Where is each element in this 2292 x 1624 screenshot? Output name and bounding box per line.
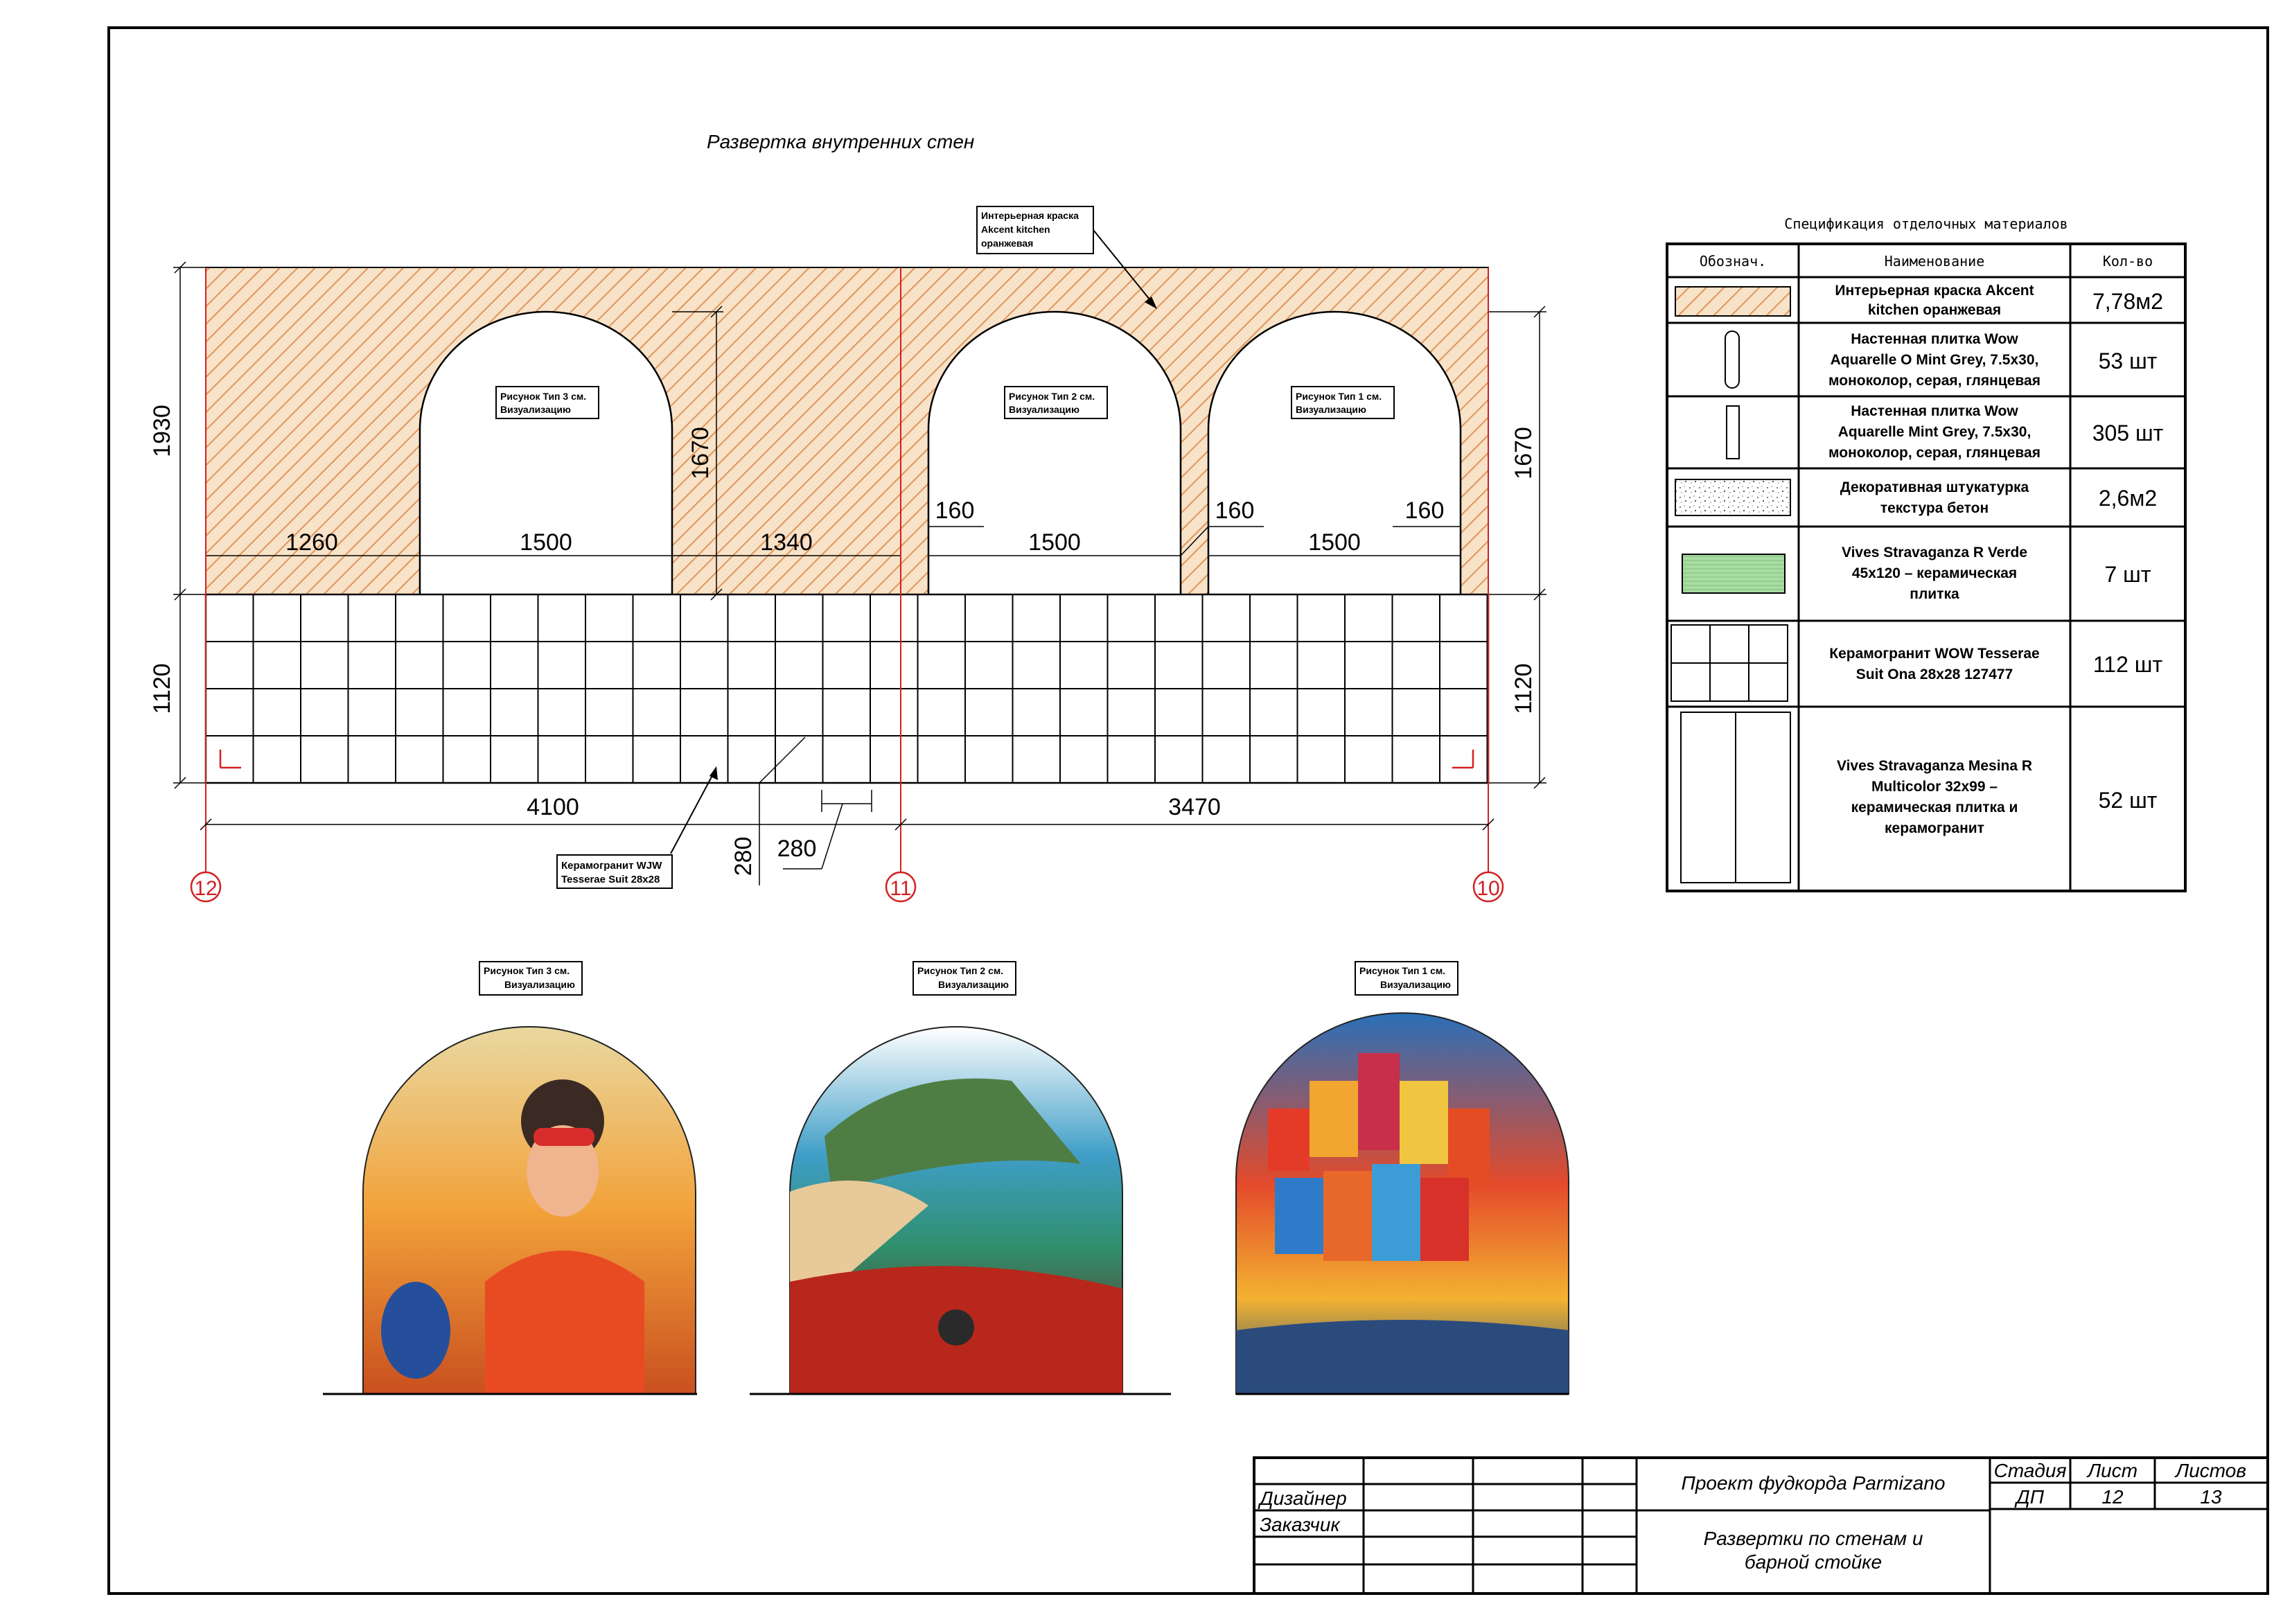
- svg-text:Визуализацию: Визуализацию: [938, 979, 1009, 990]
- svg-text:Визуализацию: Визуализацию: [1296, 404, 1366, 415]
- symbol-tile: [1727, 406, 1739, 459]
- spec-row-1-line-2: kitchen оранжевая: [1867, 302, 2002, 318]
- spec-row-7-line-2: Multicolor 32x99 –: [1871, 779, 1998, 795]
- sheet-label: Лист: [2087, 1460, 2138, 1481]
- right-dimensions: [1488, 306, 1546, 788]
- svg-text:Визуализацию: Визуализацию: [500, 404, 571, 415]
- visualization-type-3: [323, 962, 697, 1394]
- dim-arch-height-inner: 1670: [687, 427, 714, 479]
- arch-3-label: [496, 387, 599, 418]
- sheet-title-line-2: барной стойке: [1744, 1551, 1883, 1573]
- dim-arch-height-right: 1670: [1510, 427, 1537, 479]
- spec-row-3-line-3: моноколор, серая, глянцевая: [1828, 445, 2040, 461]
- svg-text:Рисунок Тип 3 см.: Рисунок Тип 3 см.: [484, 965, 570, 976]
- spec-row-2-line-3: моноколор, серая, глянцевая: [1828, 373, 2040, 389]
- dim-160-b: 160: [1215, 497, 1255, 524]
- spec-row-3-qty: 305 шт: [2092, 421, 2164, 445]
- sheets-value: 13: [2200, 1486, 2222, 1508]
- spec-row-6-qty: 112 шт: [2092, 652, 2163, 677]
- spec-row-5-line-1: Vives Stravaganza R Verde: [1841, 545, 2028, 561]
- stage-value: ДП: [2016, 1486, 2045, 1508]
- arch-2-label: [1005, 387, 1107, 418]
- svg-text:12: 12: [194, 877, 218, 900]
- total-dims: [200, 819, 1494, 830]
- spec-header-qty: Кол-во: [2102, 253, 2153, 270]
- water: [1236, 1320, 1569, 1394]
- sunglasses: [534, 1128, 594, 1146]
- role-client: Заказчик: [1260, 1514, 1340, 1535]
- svg-text:Визуализацию: Визуализацию: [504, 979, 575, 990]
- svg-text:Визуализацию: Визуализацию: [1380, 979, 1451, 990]
- spec-row-2-line-2: Aquarelle O Mint Grey, 7.5x30,: [1830, 352, 2039, 368]
- dim-total-3470: 3470: [1168, 794, 1221, 820]
- spec-row-5-qty: 7 шт: [2104, 562, 2151, 587]
- tile-dims: [759, 737, 872, 885]
- wall-elevation: [206, 267, 1488, 783]
- arch-1-label: [1292, 387, 1394, 418]
- dress: [485, 1251, 644, 1394]
- symbol-concrete: [1675, 479, 1790, 515]
- car-wheel: [938, 1309, 974, 1345]
- spec-header-name: Наименование: [1884, 253, 1985, 270]
- svg-text:Рисунок Тип 3 см.: Рисунок Тип 3 см.: [500, 391, 587, 402]
- symbol-panels: [1681, 712, 1790, 883]
- axis-10: [1474, 872, 1503, 901]
- spec-row-7-qty: 52 шт: [2098, 788, 2158, 813]
- svg-text:Рисунок Тип 1 см.: Рисунок Тип 1 см.: [1296, 391, 1382, 402]
- visualization-type-1: [1236, 962, 1569, 1394]
- porcelain-tile-grid: [206, 594, 1488, 783]
- dim-tile-v: 280: [730, 836, 757, 876]
- spec-row-4-line-1: Декоративная штукатурка: [1840, 479, 2029, 495]
- title-block: [1254, 1458, 2268, 1594]
- spec-row-4-qty: 2,6м2: [2098, 486, 2158, 511]
- dim-lower-height-left: 1120: [149, 663, 175, 714]
- spec-row-7-line-1: Vives Stravaganza Mesina R: [1836, 758, 2033, 774]
- svg-text:Рисунок Тип 2 см.: Рисунок Тип 2 см.: [917, 965, 1004, 976]
- role-designer: Дизайнер: [1260, 1488, 1347, 1509]
- axis-12: [191, 872, 220, 901]
- symbol-rounded-tile: [1725, 331, 1739, 388]
- spec-row-1-qty: 7,78м2: [2092, 289, 2164, 314]
- visualization-type-2: [750, 962, 1171, 1394]
- dim-lower-height-right: 1120: [1510, 663, 1537, 714]
- spec-table: [1667, 244, 2185, 891]
- dim-1500-c: 1500: [1308, 529, 1361, 556]
- spec-row-5-line-2: 45x120 – керамическая: [1851, 565, 2018, 581]
- spec-row-5-line-3: плитка: [1910, 586, 1959, 602]
- dim-1340: 1340: [760, 529, 813, 556]
- dim-tile-h: 280: [777, 836, 817, 862]
- level-marks: [220, 750, 1473, 768]
- dim-upper-height: 1930: [149, 405, 175, 457]
- symbol-paint-hatch: [1675, 287, 1790, 316]
- spec-row-3-line-1: Настенная плитка Wow: [1851, 403, 2018, 419]
- porcelain-callout: [557, 766, 718, 888]
- project-name: Проект фудкорда Parmizano: [1681, 1472, 1946, 1494]
- svg-text:11: 11: [890, 877, 912, 900]
- spec-row-7-line-3: керамическая плитка и: [1851, 800, 2018, 815]
- symbol-green-tile: [1682, 554, 1785, 593]
- porcelain-callout-line-1: Керамогранит WJW: [561, 860, 662, 872]
- dim-total-4100: 4100: [527, 794, 579, 820]
- symbol-grid: [1671, 625, 1788, 701]
- spec-row-6-line-1: Керамогранит WOW Tesserae: [1829, 646, 2040, 662]
- drawing-title: Развертка внутренних стен: [707, 131, 975, 152]
- sheets-label: Листов: [2176, 1460, 2246, 1481]
- svg-text:Рисунок Тип 2 см.: Рисунок Тип 2 см.: [1009, 391, 1095, 402]
- porcelain-callout-line-2: Tesserae Suit 28x28: [561, 874, 660, 885]
- dim-160-a: 160: [935, 497, 975, 524]
- svg-text:10: 10: [1476, 877, 1500, 900]
- left-dimensions: [173, 262, 206, 788]
- spec-row-1-line-1: Интерьерная краска Akcent: [1835, 283, 2034, 299]
- spec-row-3-line-2: Aquarelle Mint Grey, 7.5x30,: [1837, 424, 2031, 440]
- spec-row-6-line-2: Suit Ona 28x28 127477: [1855, 667, 2013, 682]
- sheet-title-line-1: Развертки по стенам и: [1703, 1528, 1923, 1549]
- dim-1500-b: 1500: [1028, 529, 1081, 556]
- stage-label: Стадия: [1993, 1460, 2067, 1481]
- dim-1500-a: 1500: [520, 529, 572, 556]
- dim-160-c: 160: [1404, 497, 1445, 524]
- spec-row-2-line-1: Настенная плитка Wow: [1851, 331, 2018, 347]
- paint-callout-line-2: Akcent kitchen: [981, 224, 1050, 235]
- paint-callout-line-3: оранжевая: [981, 238, 1034, 249]
- paint-callout-line-1: Интерьерная краска: [981, 210, 1079, 221]
- spec-title: Спецификация отделочных материалов: [1784, 215, 2068, 232]
- spec-row-4-line-2: текстура бетон: [1880, 500, 1989, 516]
- dim-1260: 1260: [285, 529, 338, 556]
- vase: [381, 1282, 450, 1379]
- spec-row-2-qty: 53 шт: [2098, 348, 2158, 373]
- sheet-value: 12: [2101, 1486, 2124, 1508]
- svg-text:Визуализацию: Визуализацию: [1009, 404, 1079, 415]
- spec-row-7-line-4: керамогранит: [1885, 820, 1984, 836]
- svg-text:Рисунок Тип 1 см.: Рисунок Тип 1 см.: [1359, 965, 1446, 976]
- axis-11: [886, 872, 915, 901]
- spec-header-symbol: Обознач.: [1699, 253, 1767, 270]
